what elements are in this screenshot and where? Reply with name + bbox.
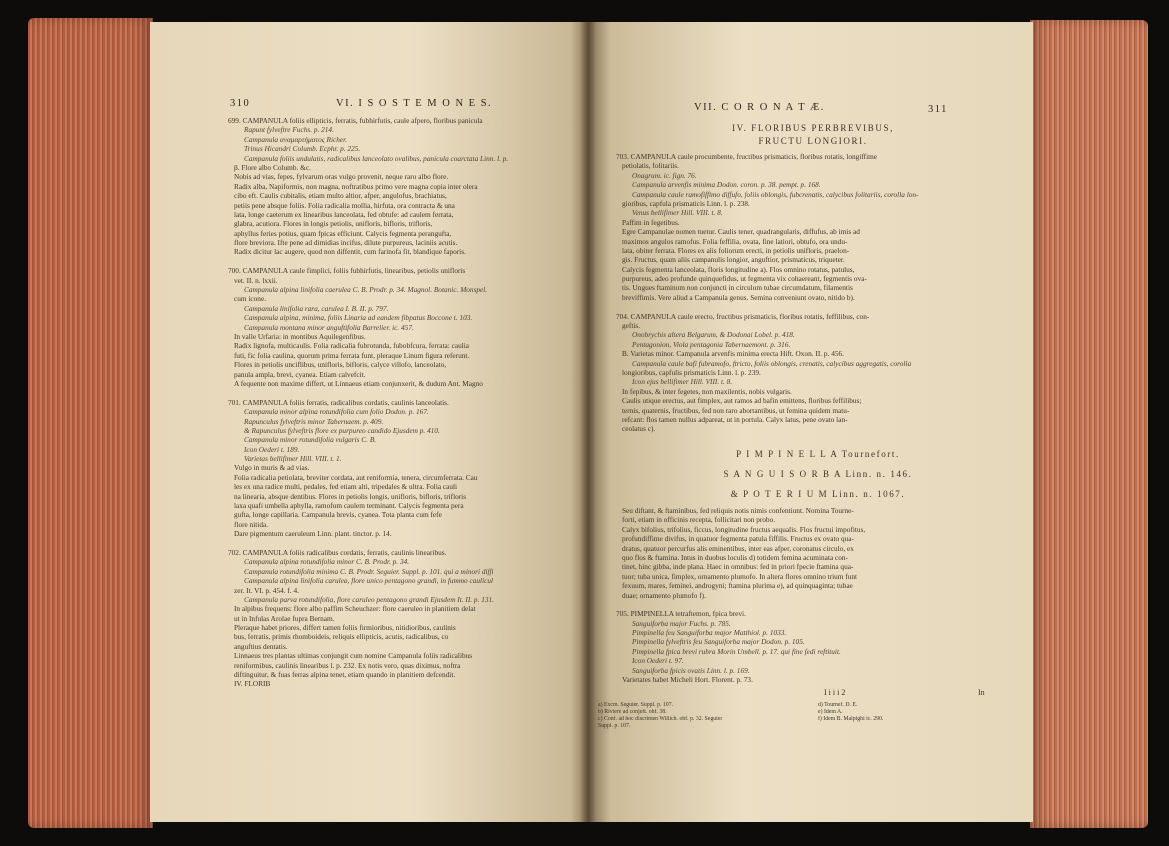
left-running-head: VI. I S O S T E M O N E S. [336,98,493,109]
text-line: Pimpinella fylveftris feu Sanguiforba major Dodon. p. 105. [632,637,805,647]
text-line: forti, etiam in officinis recepta, follicitari non probo. [622,515,776,525]
text-line: 705. PIMPINELLA tetraftemon, fpica brevi. [616,609,746,619]
text-line: IV. FLORIB [234,679,271,689]
text-line: petiis pene absque foliis. Folia radicalia mollia, hirfuta, ora contracta & una [234,200,455,210]
text-line: Campanula caule bafi fubramofo, ftricto, foliis oblongis, crenatis, calycibus aggregatis, corolla [632,358,912,368]
text-line: Pentagonion, Viola pentagonia Tabernaemont. p. 316. [632,339,791,349]
text-line: Pleraque habet priores, differt tamen foliis firmioribus, nitidioribus, caulinis [234,623,456,633]
text-line: Campanula montana minor anguftifolia Barrelier. ic. 457. [244,322,414,332]
text-line: Venus bellifimer Hill. VIII. t. 8. [632,208,723,218]
text-line: Varietates habet Micheli Hort. Florent. p. 73. [622,675,753,685]
text-line: lata, longe caeterum ex linearibus lanceolata, fed obtufe: ad caulem ferrata, [234,209,454,219]
text-line: Campanula alpina, minima, foliis Linaria ad eandem fibpatus Boccone t. 103. [244,313,473,323]
text-line: Icon Oederi t. 97. [632,656,684,666]
left-page-number: 310 [230,98,251,109]
text-line: Campanula foliis undulatis, radicalibus lanceolato ovalibus, panicula coarctata Linn. l. p. [244,153,509,163]
text-line [616,600,1016,609]
footnote: Suppl. p. 107. [598,723,631,729]
text-line: quo flos & ftamina. Intus in duobus loculis d) totidem femina acuminata con- [622,552,848,562]
text-line: Sanguiforba fpicis ovatis Linn. l. p. 169. [632,665,750,675]
text-line: Calycis fegmenta lanceolata, floris longitudine a). Flos omnino rotatus, patulus, [622,264,855,274]
text-line: Icon ejus bellifimer Hill. VIII. t. 8. [632,377,733,387]
text-line: zer. It. VI. p. 454. f. 4. [234,585,299,595]
text-line [228,388,578,397]
right-running-head: VII. C O R O N A T Æ. [694,102,825,113]
text-line: Campanula minor rotundifolia vulgaris C. B. [244,435,377,445]
text-line: Campanula arvenfis minima Dodon. coron. p. 38. pempt. p. 168. [632,180,821,190]
text-line: vet. II. n. lxxii. [234,275,278,285]
text-line: flore breviora. Ifte pene ad dimidias incifus, dilute purpureus, laciniis acutis. [234,238,458,248]
book-gutter [580,22,596,822]
text-line: Folia radicalia petiolata, breviter cordata, aut reniformia, tenera, circumferrata. Cau [234,472,478,482]
right-page [588,22,1033,822]
right-body-text [616,152,1016,434]
genus-heading-pimpinella: P I M P I N E L L A Tournefort. [736,449,900,459]
text-line: ut in Infulas Arolae fupra Bernam. [234,613,335,623]
text-line: refcant: flos tamen nullus adpareat, ut in portula. Calyx latus, pene ovato lan- [622,414,848,424]
text-line: ternis, quaternis, fructibus, fed non raro abortantibus, ut femina quidem matu- [622,405,850,415]
footnotes-right [818,702,1018,723]
text-line: Campanula alpina linifolia caerulea C. B. Prodr. p. 34. Magnol. Botanic. Monspel. [244,285,488,295]
text-line: gis. Fructus, quam aliis campanulis longior, anguftior, prismaticus, triqueter. [622,255,845,265]
text-line: lata, obiter ferrata. Flores ex alis foliorum erecti, in petiolis unifloris, praelon- [622,245,850,255]
text-line: diftinguitur, & fuas ferras alpina tenet, etiam quando in planitiem defcendit. [234,670,456,680]
text-line: Onobrychis altera Belgarum, & Dodonai Lobel. p. 418. [632,330,795,340]
text-line: In alpibus frequens: flore albo paffim Scheuchzer: flore caeruleo in planitiem delat [234,604,476,614]
left-page [150,22,588,822]
text-line: Nobis ad vias, fepes, fylvarum oras vulgo provenit, neque raro albo flore. [234,172,449,182]
text-line: Calyx bifolius, trifolius, ficcus, longitudine fructus aequalis. Flos fructui impofitus, [622,524,866,534]
footnote: c) Conf. ad hoc discrimen Willich. obf. p. 32. Seguier [598,716,723,722]
catchword: In [978,688,985,697]
text-line: Dare pigmentum caeruleum Linn. plant. tinctor. p. 14. [234,529,392,539]
text-line: Campanula linifolia rara, carulea I. B. II. p. 797. [244,303,389,313]
text-line: breviffimis. Vere aliud a Campanula genus. Semina conveniunt ovato, nitido b). [622,292,855,302]
text-line: Campanula minor alpina rotundifolia cum folio Dodon. p. 167. [244,407,429,417]
text-line: Sanguiforba major Fuchs. p. 785. [632,618,731,628]
text-line: Onagrum. ic. fign. 76. [632,170,697,180]
footnote: d) Tournef. D. E. [818,702,858,708]
text-line: 702. CAMPANULA foliis radicalibus cordatis, ferratis, caulinis linearibus. [228,547,447,557]
text-line: na linearia, absque dentibus. Flores in petiolis longis, unifloris, bifloris, trifloris [234,491,467,501]
text-line: Campanula caule ramofiffimo diffufo, foliis oblongis, fubcrenatis, calycibus folitariis, corolla lon- [632,189,919,199]
right-page-number: 311 [928,104,948,115]
book-edge-right [1030,20,1148,828]
text-line: maximos angulos ramofus. Folia feffilia, ovata, fine latiori, obtufo, ora undu- [622,236,848,246]
text-line: Linnaeus tres plantas ultimas conjungit cum nomine Campanula foliis radicalibus [234,651,473,661]
section-title: IV. FLORIBUS PERBREVIBUS, [732,123,894,133]
text-line: 703. CAMPANULA caule procumbente, fructibus prismaticis, floribus rotatis, longiffime [616,152,878,161]
text-line: purpureus, adeo profunde quinquefidus, ut fegmenta vix cohaereant, fegmentis ova- [622,274,867,284]
text-line: Campanula alpina rotundifolia minor C. B. Prodr. p. 34. [244,557,410,567]
section-subtitle: FRUCTU LONGIORI. [758,136,868,146]
text-line: geftis. [622,321,641,331]
text-line: Icon Oederi t. 189. [244,444,300,454]
text-line: 704. CAMPANULA caule erecto, fructibus prismaticis, floribus rotatis, feffilibus, con- [616,311,870,321]
text-line: 701. CAMPANULA foliis ferratis, radicalibus cordatis, caulinis lanceolatis. [228,397,449,407]
text-line: Caulis utique erectus, aut fimplex, aut ramos ad bafin emittens, floribus feffilibus; [622,396,862,406]
text-line: profundiffime divifus, in quatuor fegmenta patula fiffilis. Fructus ex ovato qua- [622,534,854,544]
text-line: anguftius dentatis. [234,641,288,651]
text-line: B. Varietas minor. Campanula arvenfis minima erecta Hift. Oxon. II. p. 456. [622,349,844,359]
text-line: In valle Urfaria: in montibus Aquilegenfibus. [234,331,366,341]
text-line: Paffim in fegetibus. [622,217,680,227]
text-line: Pimpinella fpica brevi rubra Morin Umbell. p. 17. qui fine fedi reftituit. [632,646,841,656]
text-line: duae; ornamento plumofo f). [622,590,706,600]
text-line: Campanula αναμαρτήματος Richer. [244,134,348,144]
text-line: In fepibus, & inter fegetes, non maxilentis, nobis vulgaris. [622,386,792,396]
text-line [228,257,578,266]
text-line: Campanula alpina linifolia carulea, flore unico pentagono grandi, in fummo caulicul [244,576,494,586]
text-line: reniformibus, caulinis linearibus l. p. 232. Ex notis vero, quas diximus, noftra [234,660,461,670]
text-line: Radix alba, Napiformis, non magna, noftratibus primo vere magna copia inter olera [234,181,478,191]
text-line: Seu diftant, & ftaminibus, fed reliquis notis nimis confentiunt. Nomina Tourne- [622,506,854,515]
text-line: petiolatis, folitariis. [622,161,679,171]
text-line: fexuum, mares, feminei, androgyni; ftamina plurima e), ad quinquaginta; tubae [622,581,853,591]
text-line: bus, ferratis, primis rhomboideis, reliquis ellipticis, acutis, radicalibus, co [234,632,449,642]
footnote: b) Riviere ad conjeft. obf. 38. [598,709,667,715]
genus-heading-sanguisorba: S A N G U I S O R B A Linn. n. 146. [723,469,913,479]
text-line: flore nitida. [234,519,269,529]
text-line: futi, fic folia caulina, quorum prima ferrata funt, pleraque Linum figura referunt. [234,350,470,360]
text-line: Radix lignofa, multicaulis. Folia radicalia fubrotunda, fubobfcura, ferrata: caulia [234,341,470,351]
text-line: Rapunculus fylveftris minor Tabernaem. p. 409. [244,416,384,426]
text-line: 700. CAMPANULA caule fimplici, foliis fubhirfutis, linearibus, petiolis unifloris [228,266,466,276]
text-line: cibo eft. Caulis cubitalis, etiam multo altior, afper, angulofus, brachiatus, [234,191,447,201]
text-line [228,539,578,548]
text-line: Egre Campanulae nomen tuetur. Caulis tener, quadrangularis, diffufus, ab imis ad [622,227,860,237]
text-line: A fequente non maxime differt, ut Linnaeus etiam conjunxerit, & dudum Ant. Magno [234,378,483,388]
text-line: gioribus, capfula prismaticis Linn. l. p. 238. [622,198,750,208]
genus-heading-poterium: & P O T E R I U M Linn. n. 1067. [730,489,906,499]
text-line: β. Flore albo Columb. &c. [234,162,311,172]
footnote: f) Idem B. Malpighi ic. 290. [818,716,884,722]
text-line: Vulgo in muris & ad vias. [234,463,310,473]
text-line: tuor; tuba unica, fimplex, ornamento plumofo. In altera flores omnino trium funt [622,571,858,581]
text-line: laxa quafi umbella aphylla, ramofum caulem terminant. Calycis fegmenta pera [234,501,464,511]
footnote: e) Idem A. [818,709,843,715]
text-line: longioribus, capfulis prismaticis Linn. l. p. 239. [622,367,761,377]
text-line: Pimpinella feu Sanguiforba major Matthiol. p. 1033. [632,628,787,638]
text-line: Rapunt fylveftre Fuchs. p. 214. [244,125,334,135]
left-body-text [228,116,578,689]
text-line: ceolatus c). [622,424,656,434]
text-line: Trinus Hicandri Columb. Ecphr. p. 225. [244,144,361,154]
text-line: Campanula rotundifolia minima C. B. Prodr. Seguier. Suppl. p. 101. qui a minori diffi [244,566,494,576]
text-line: Flores in petiolis unciflibus, unifloris, bifloris, calyce villofo, lanceolato, [234,360,447,370]
footnotes-left [598,702,798,730]
text-line: dratus, quatuor percurfus alis eminentibus, inter eas afper, coronatus circulo, ex [622,543,854,553]
text-line: panula ampla, brevi, cyanea. Etiam calvefcit. [234,369,366,379]
text-line: & Rapunculus fylveftris flore ex purpureo candido Ejusdem p. 410. [244,425,440,435]
text-line: gufta, longe capillaria. Campanula brevis, cyanea. Tota planta cum fefe [234,510,442,520]
signature-mark: I i i i 2 [824,688,846,697]
text-line: Campanula parva rotundifolia, flore caruleo pentagono grandi Ejusdem It. II. p. 131. [244,594,494,604]
text-line: les ex una radice multi, pedales, fed etiam alti, tripedales & ultra. Folia cauli [234,482,458,492]
text-line: 699. CAMPANULA foliis ellipticis, ferratis, fubhirfutis, caule afpero, floribus panicula [228,116,483,125]
text-line: tinet, hinc gibba, inde plana. Haec in omnibus: fed in priori fpecie ftamina qua- [622,562,854,572]
text-line: Varietas bellifimer Hill. VIII. t. 1. [244,454,342,464]
right-body-text-2 [616,506,1016,684]
text-line: aphyllus feries potius, quam fpicas efficiunt. Calycis fegmenta perangufta, [234,228,452,238]
text-line: glabra, acutiora. Flores in longis petiolis, uniflorís, bifloris, trifloris, [234,219,433,229]
footnote: a) Excm. Seguier. Suppl. p. 107. [598,702,674,708]
text-line: tis. Ungues ftaminum non conjuncti in circulum tubae circumdatum, filamentis [622,283,853,293]
text-line [616,302,1016,311]
text-line: cum icone. [234,294,267,304]
book-edge-left [28,18,153,828]
text-line: Radix dicitur lac augere, quod non diffentit, cum farinofa fit, blandique faporis. [234,247,466,257]
